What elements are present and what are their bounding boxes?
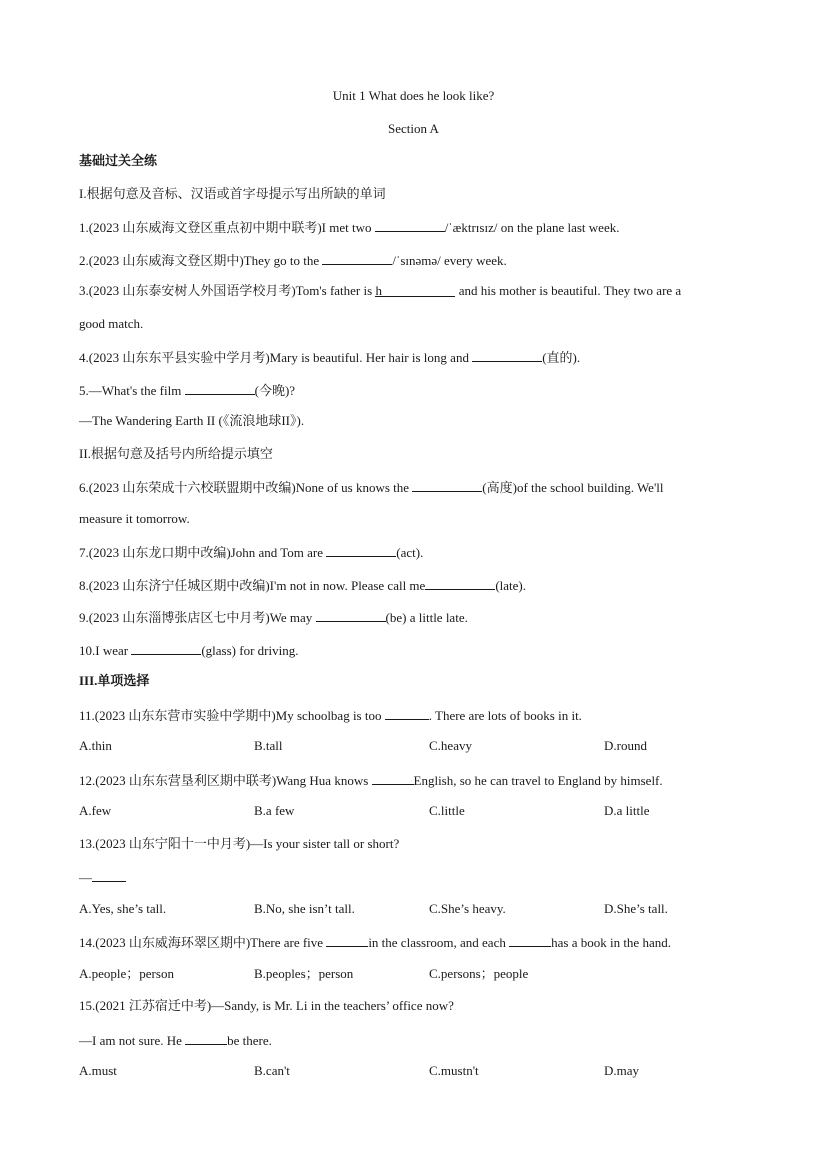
q14-blank-2[interactable] xyxy=(509,933,551,947)
question-4 xyxy=(79,348,580,366)
q12-blank[interactable] xyxy=(372,771,414,785)
q9-blank[interactable] xyxy=(316,608,386,622)
q14-blank-1[interactable] xyxy=(326,933,368,947)
q12-text-b: English, so he can travel to England by himself. xyxy=(413,773,663,788)
q12-option-d[interactable]: D.a little xyxy=(604,803,650,818)
q15-option-a[interactable]: A.must xyxy=(79,1063,117,1078)
q11-option-b[interactable]: B.tall xyxy=(254,738,283,753)
q5-blank[interactable] xyxy=(185,381,255,395)
question-15-response xyxy=(79,1031,272,1049)
q3-hint-letter: h xyxy=(375,283,382,298)
q4-blank[interactable] xyxy=(472,348,542,362)
q3-text-a: 3.(2023 山东泰安树人外国语学校月考)Tom's father is xyxy=(79,283,376,298)
q8-blank[interactable] xyxy=(425,576,495,590)
q12-option-a[interactable]: A.few xyxy=(79,803,112,818)
question-11 xyxy=(79,706,582,724)
q1-text-a: 1.(2023 山东威海文登区重点初中期中联考)I met two xyxy=(79,220,375,235)
q5-text-a: 5.—What's the film xyxy=(79,383,185,398)
q15-text-a: 15.(2021 江苏宿迁中考)—Sandy, is Mr. Li in the teachers’ office now? xyxy=(79,998,454,1013)
q13-text-b: — xyxy=(79,870,92,885)
q14-option-a[interactable]: A.people；person xyxy=(79,966,174,981)
q13-option-c[interactable]: C.She’s heavy. xyxy=(429,901,506,916)
q6-text-b: (高度)of the school building. We'll xyxy=(482,480,664,495)
q12-text-a: 12.(2023 山东东营垦利区期中联考)Wang Hua knows xyxy=(79,773,372,788)
q11-text-a: 11.(2023 山东东营市实验中学期中)My schoolbag is too xyxy=(79,708,385,723)
question-12 xyxy=(79,771,663,789)
question-1 xyxy=(79,218,619,236)
q11-option-c[interactable]: C.heavy xyxy=(429,738,472,753)
q7-text-b: (act). xyxy=(396,545,424,560)
q13-text-a: 13.(2023 山东宁阳十一中月考)—Is your sister tall or short? xyxy=(79,836,400,851)
q13-blank[interactable] xyxy=(92,868,126,882)
q7-blank[interactable] xyxy=(326,543,396,557)
q9-text-a: 9.(2023 山东淄博张店区七中月考)We may xyxy=(79,610,316,625)
q15-option-b[interactable]: B.can't xyxy=(254,1063,290,1078)
question-14 xyxy=(79,933,671,951)
q4-text-b: (直的). xyxy=(542,350,581,365)
part3-heading: III.单项选择 xyxy=(79,673,150,688)
q14-text-c: has a book in the hand. xyxy=(551,935,671,950)
q8-text-a: 8.(2023 山东济宁任城区期中改编)I'm not in now. Please call me xyxy=(79,578,426,593)
q11-text-b: . There are lots of books in it. xyxy=(428,708,582,723)
question-7 xyxy=(79,543,423,561)
q3-text-c: good match. xyxy=(79,316,144,331)
q11-option-d[interactable]: D.round xyxy=(604,738,647,753)
q10-text-a: 10.I wear xyxy=(79,643,132,658)
q14-option-b[interactable]: B.peoples；person xyxy=(254,966,354,981)
q11-option-a[interactable]: A.thin xyxy=(79,738,112,753)
unit-title: Unit 1 What does he look like? xyxy=(332,88,495,103)
q4-text-a: 4.(2023 山东东平县实验中学月考)Mary is beautiful. Her hair is long and xyxy=(79,350,473,365)
q10-blank[interactable] xyxy=(131,641,201,655)
q5-text-b: (今晚)? xyxy=(254,383,296,398)
q10-text-b: (glass) for driving. xyxy=(201,643,299,658)
q15-text-b: —I am not sure. He xyxy=(79,1033,186,1048)
q6-text-c: measure it tomorrow. xyxy=(79,511,190,526)
q12-option-c[interactable]: C.little xyxy=(429,803,465,818)
q3-blank[interactable] xyxy=(375,283,455,297)
q9-text-b: (be) a little late. xyxy=(385,610,468,625)
q13-option-a[interactable]: A.Yes, she’s tall. xyxy=(79,901,167,916)
q14-option-c[interactable]: C.persons；people xyxy=(429,966,529,981)
q6-text-a: 6.(2023 山东荣成十六校联盟期中改编)None of us knows the xyxy=(79,480,413,495)
part2-heading: II.根据句意及括号内所给提示填空 xyxy=(79,446,273,461)
q14-text-a: 14.(2023 山东威海环翠区期中)There are five xyxy=(79,935,327,950)
q15-option-c[interactable]: C.mustn't xyxy=(429,1063,479,1078)
practice-title: 基础过关全练 xyxy=(79,153,158,168)
question-6 xyxy=(79,478,664,496)
question-3 xyxy=(79,283,681,299)
q2-text-b: /ˈsɪnəmə/ every week. xyxy=(392,253,507,268)
q12-option-b[interactable]: B.a few xyxy=(254,803,295,818)
q7-text-a: 7.(2023 山东龙口期中改编)John and Tom are xyxy=(79,545,327,560)
question-5 xyxy=(79,381,295,399)
q1-blank[interactable] xyxy=(375,218,445,232)
question-10 xyxy=(79,641,298,659)
q1-text-b: /ˈæktrɪsɪz/ on the plane last week. xyxy=(444,220,620,235)
q6-blank[interactable] xyxy=(412,478,482,492)
q13-option-d[interactable]: D.She’s tall. xyxy=(604,901,668,916)
q5-answer-line: —The Wandering Earth II (《流浪地球II》). xyxy=(79,413,305,428)
q15-blank[interactable] xyxy=(185,1031,227,1045)
question-9 xyxy=(79,608,468,626)
q2-text-a2: 2.(2023 山东威海文登区期中)They go to the xyxy=(79,253,323,268)
question-8 xyxy=(79,576,526,594)
q14-text-b: in the classroom, and each xyxy=(368,935,510,950)
q13-option-b[interactable]: B.No, she isn’t tall. xyxy=(254,901,355,916)
q8-text-b: (late). xyxy=(495,578,526,593)
q2-blank[interactable] xyxy=(322,251,392,265)
section-title: Section A xyxy=(388,121,439,136)
q11-blank[interactable] xyxy=(385,706,429,720)
q15-text-c: be there. xyxy=(227,1033,272,1048)
part1-heading: I.根据句意及音标、汉语或首字母提示写出所缺的单词 xyxy=(79,186,386,201)
question-2 xyxy=(79,251,507,269)
q15-option-d[interactable]: D.may xyxy=(604,1063,640,1078)
question-13-response xyxy=(79,868,126,886)
q3-text-b: and his mother is beautiful. They two are a xyxy=(455,283,682,298)
